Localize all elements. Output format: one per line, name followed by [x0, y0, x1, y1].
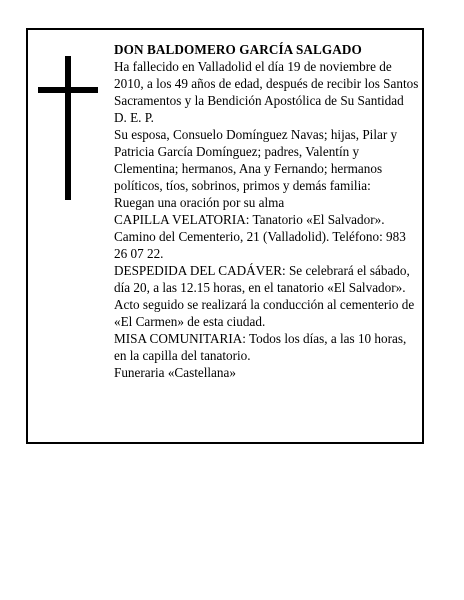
prayer-request: Ruegan una oración por su alma — [114, 195, 285, 210]
death-announcement: Ha fallecido en Valladolid el día 19 de noviembre de 2010, a los 49 años de edad, después de recibir los Santos Sacramentos y la Bendición Apostólica de Su Santidad — [114, 59, 419, 108]
deceased-name: DON BALDOMERO GARCÍA SALGADO — [114, 42, 362, 57]
cross-vertical-bar — [65, 56, 71, 200]
obituary-notice — [26, 28, 424, 444]
funeral-farewell: DESPEDIDA DEL CADÁVER: Se celebrará el sábado, día 20, a las 12.15 horas, en el tanatorio «El Salvador». Acto seguido se realizará la conducción al cementerio de «El Carmen» de esta ciudad. — [114, 263, 415, 329]
rip-abbreviation: D. E. P. — [114, 110, 154, 125]
cross-horizontal-bar — [38, 87, 98, 93]
wake-location: CAPILLA VELATORIA: Tanatorio «El Salvador». Camino del Cementerio, 21 (Valladolid). Teléfono: 983 26 07 22. — [114, 212, 406, 261]
notice-text — [114, 41, 420, 381]
funeral-home: Funeraria «Castellana» — [114, 365, 236, 380]
community-mass: MISA COMUNITARIA: Todos los días, a las 10 horas, en la capilla del tanatorio. — [114, 331, 407, 363]
family-list: Su esposa, Consuelo Domínguez Navas; hijas, Pilar y Patricia García Domínguez; padres, Valentín y Clementina; hermanos, Ana y Fernando; hermanos políticos, tíos, sobrinos, primos y demás familia: — [114, 127, 398, 193]
cross-icon — [38, 56, 98, 200]
